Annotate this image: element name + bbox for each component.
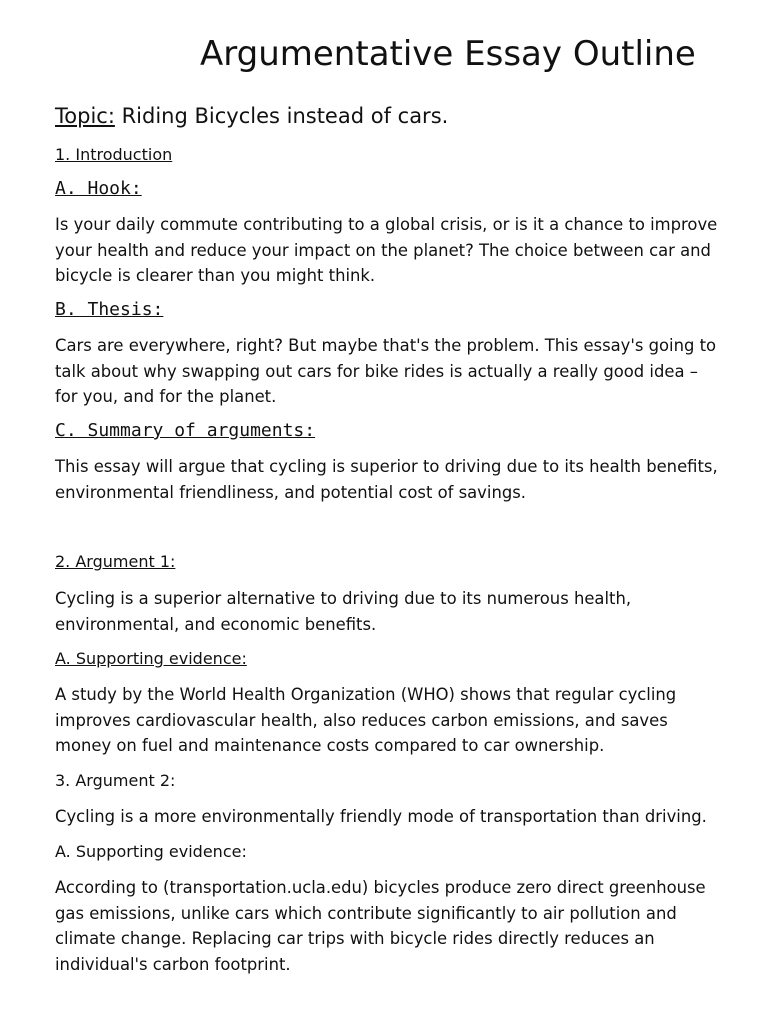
argument2-evidence-heading: A. Supporting evidence: — [55, 842, 247, 861]
argument2-claim-line: Cycling is a more environmentally friendly mode of transportation than driving. — [55, 807, 707, 826]
topic-line — [55, 101, 448, 131]
introduction-heading: 1. Introduction — [55, 145, 173, 164]
argument1-evidence-line: A study by the World Health Organization (WHO) shows that regular cycling — [55, 685, 677, 704]
summary-line: environmental friendliness, and potential cost of savings. — [55, 482, 526, 502]
thesis-line: Cars are everywhere, right? But maybe that's the problem. This essay's going to — [55, 336, 717, 355]
argument1-heading: 2. Argument 1: — [55, 552, 176, 571]
thesis-paragraph — [55, 333, 735, 410]
argument2-claim — [55, 804, 735, 830]
summary-line: This essay will argue that cycling is superior to driving due to its health benefits, — [55, 457, 718, 476]
argument1-claim-line: environmental, and economic benefits. — [55, 614, 377, 634]
argument2-heading: 3. Argument 2: — [55, 771, 176, 790]
argument2-evidence-line: individual's carbon footprint. — [55, 954, 291, 974]
argument2-evidence — [55, 875, 735, 977]
thesis-heading: B. Thesis: — [55, 299, 164, 320]
argument2-evidence-line: gas emissions, unlike cars which contribute significantly to air pollution and — [55, 903, 677, 923]
hook-line: Is your daily commute contributing to a global crisis, or is it a chance to improve — [55, 215, 718, 234]
hook-heading: A. Hook: — [55, 178, 142, 199]
thesis-line: for you, and for the planet. — [55, 387, 277, 407]
hook-line: your health and reduce your impact on the planet? The choice between car and — [55, 240, 711, 260]
hook-line: bicycle is clearer than you might think. — [55, 266, 376, 286]
argument2-evidence-line: According to (transportation.ucla.edu) bicycles produce zero direct greenhouse — [55, 878, 706, 897]
summary-paragraph — [55, 454, 735, 505]
argument1-claim — [55, 586, 735, 637]
argument1-evidence-heading: A. Supporting evidence: — [55, 649, 247, 668]
argument2-evidence-line: climate change. Replacing car trips with bicycle rides directly reduces an — [55, 929, 655, 949]
hook-paragraph — [55, 212, 735, 289]
argument1-evidence — [55, 682, 735, 759]
topic-text: Riding Bicycles instead of cars. — [114, 104, 449, 128]
argument1-claim-line: Cycling is a superior alternative to driving due to its numerous health, — [55, 589, 632, 608]
document-title: Argumentative Essay Outline — [200, 34, 696, 74]
argument1-evidence-line: money on fuel and maintenance costs compared to car ownership. — [55, 736, 605, 756]
thesis-line: talk about why swapping out cars for bike rides is actually a really good idea – — [55, 361, 698, 381]
argument1-evidence-line: improves cardiovascular health, also reduces carbon emissions, and saves — [55, 710, 668, 730]
summary-heading: C. Summary of arguments: — [55, 420, 316, 441]
topic-label: Topic: — [55, 104, 115, 128]
